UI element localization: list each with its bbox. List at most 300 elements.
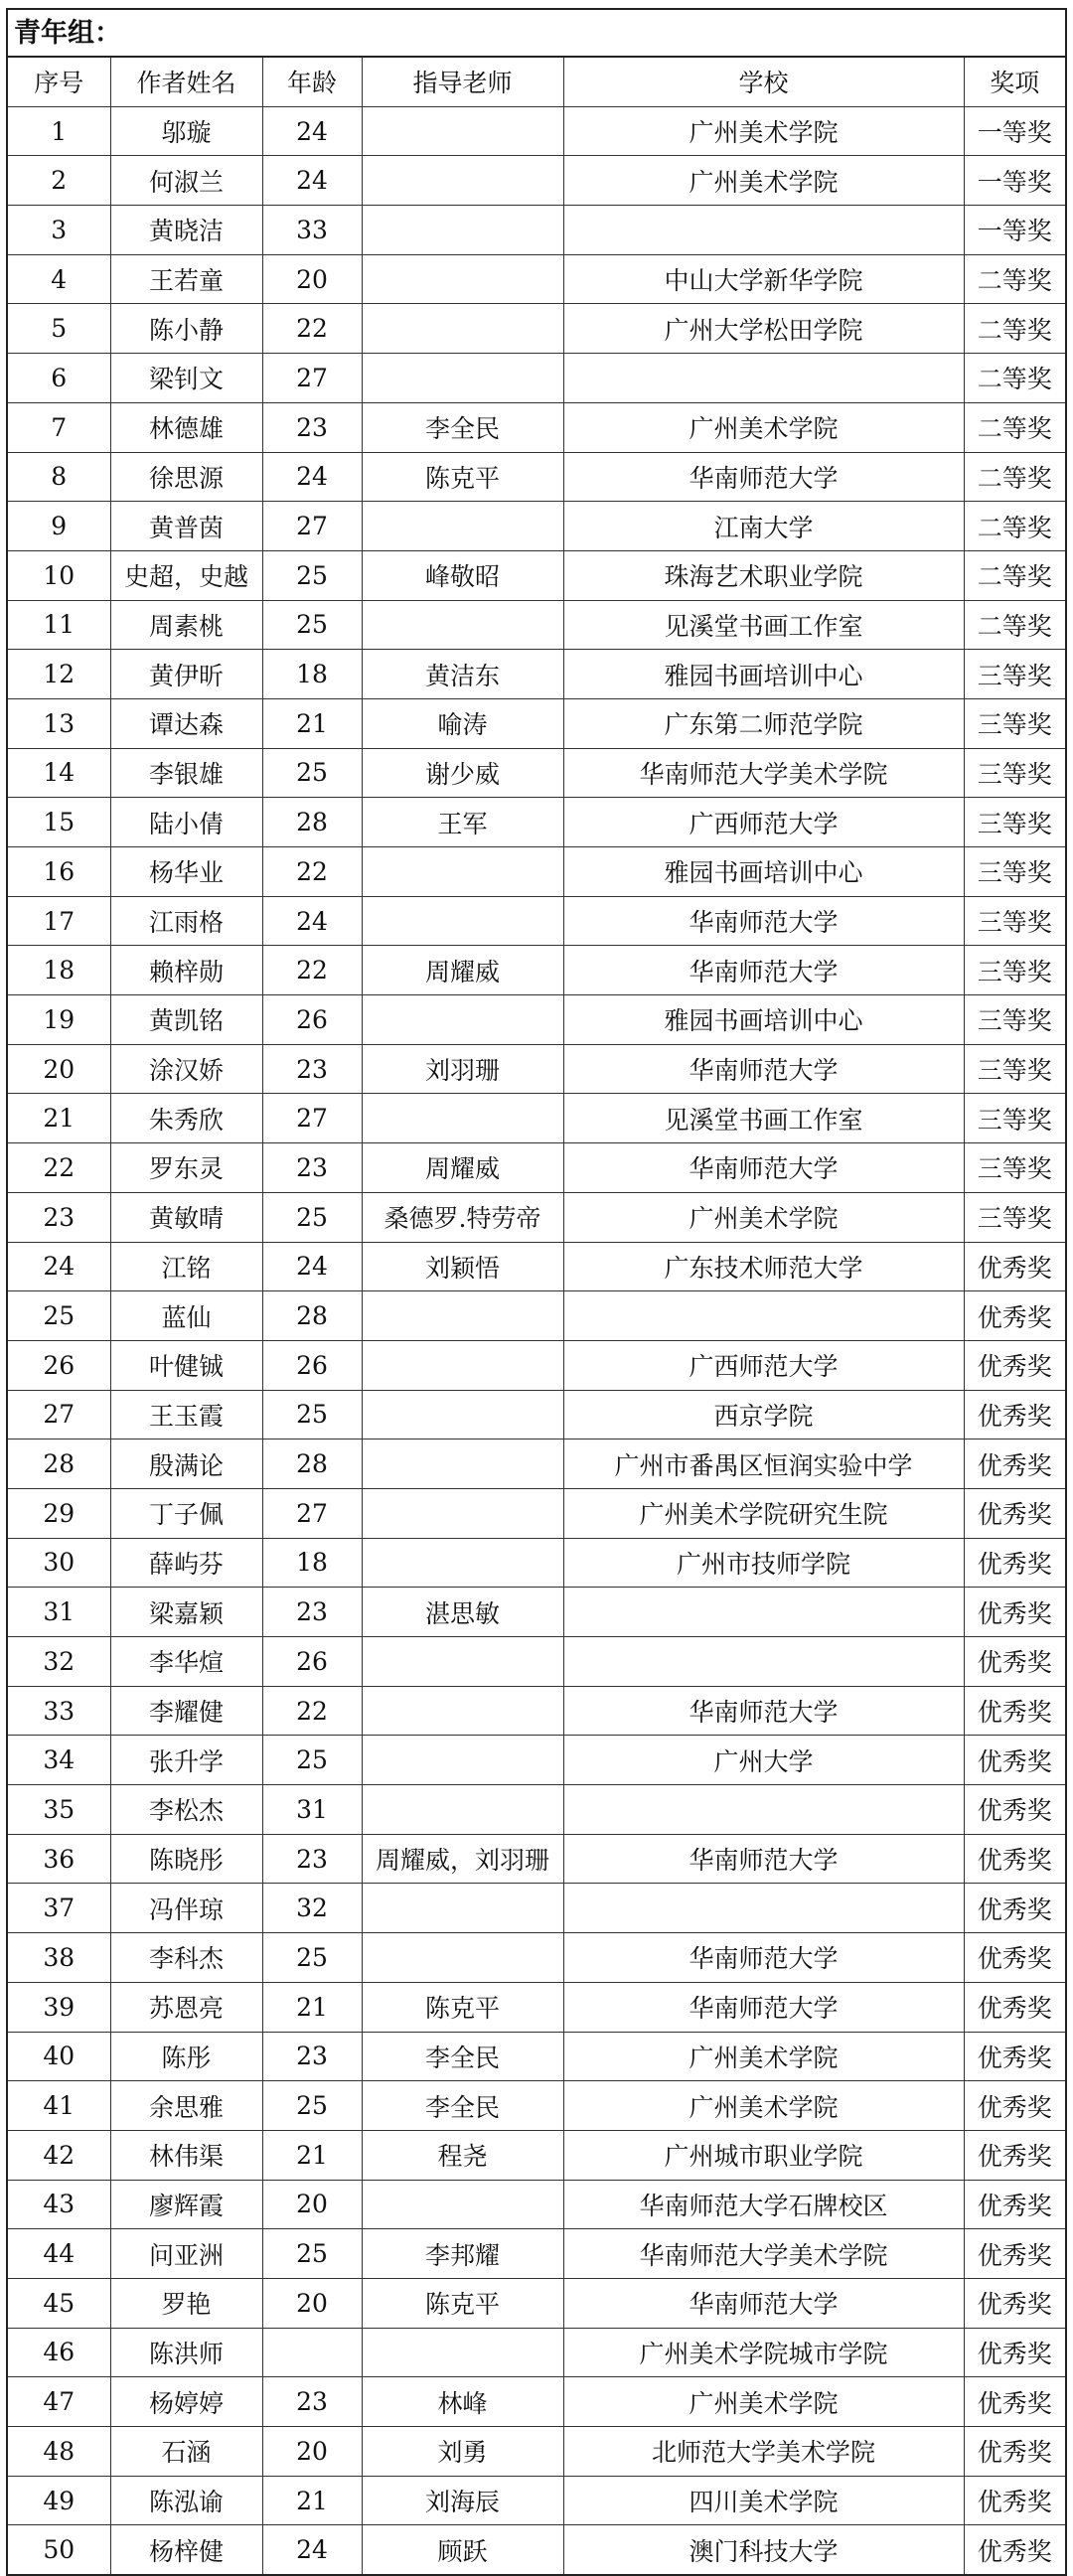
cell-instructor: 李全民 xyxy=(362,402,563,452)
cell-author-name: 江雨格 xyxy=(110,896,262,946)
cell-age: 23 xyxy=(262,2377,362,2427)
cell-school: 广州城市职业学院 xyxy=(563,2130,964,2180)
cell-age: 23 xyxy=(262,1044,362,1094)
cell-instructor xyxy=(362,1736,563,1785)
table-row xyxy=(8,748,1065,798)
cell-author-name: 李耀健 xyxy=(110,1686,262,1736)
cell-award: 二等奖 xyxy=(964,550,1065,600)
cell-index: 36 xyxy=(8,1834,110,1884)
table-row xyxy=(8,1982,1065,2032)
cell-index: 14 xyxy=(8,748,110,798)
cell-index: 20 xyxy=(8,1044,110,1094)
cell-school: 珠海艺术职业学院 xyxy=(563,550,964,600)
cell-index: 44 xyxy=(8,2229,110,2279)
cell-award: 三等奖 xyxy=(964,1044,1065,1094)
cell-age: 25 xyxy=(262,550,362,600)
cell-instructor xyxy=(362,1884,563,1933)
table-row xyxy=(8,847,1065,897)
cell-age: 28 xyxy=(262,1440,362,1489)
cell-index: 27 xyxy=(8,1390,110,1440)
table-row xyxy=(8,1736,1065,1785)
cell-author-name: 杨婷婷 xyxy=(110,2377,262,2427)
cell-instructor: 桑德罗.特劳帝 xyxy=(362,1192,563,1242)
cell-school: 广西师范大学 xyxy=(563,1340,964,1390)
cell-age: 26 xyxy=(262,995,362,1045)
header-school: 学校 xyxy=(563,58,964,106)
cell-award: 三等奖 xyxy=(964,896,1065,946)
cell-instructor xyxy=(362,995,563,1045)
table-row xyxy=(8,1933,1065,1983)
cell-index: 8 xyxy=(8,452,110,502)
cell-index: 1 xyxy=(8,106,110,156)
cell-index: 25 xyxy=(8,1291,110,1341)
table-row xyxy=(8,1588,1065,1637)
cell-instructor: 陈克平 xyxy=(362,1982,563,2032)
cell-index: 16 xyxy=(8,847,110,897)
cell-school: 澳门科技大学 xyxy=(563,2525,964,2574)
cell-index: 40 xyxy=(8,2032,110,2081)
table-row xyxy=(8,2278,1065,2328)
cell-award: 三等奖 xyxy=(964,1192,1065,1242)
cell-instructor: 喻涛 xyxy=(362,698,563,748)
cell-school: 四川美术学院 xyxy=(563,2476,964,2525)
cell-age: 24 xyxy=(262,1242,362,1291)
awards-table xyxy=(8,58,1065,2574)
cell-school: 华南师范大学 xyxy=(563,1982,964,2032)
cell-school: 见溪堂书画工作室 xyxy=(563,1094,964,1143)
table-row xyxy=(8,1094,1065,1143)
cell-instructor xyxy=(362,1686,563,1736)
cell-age: 21 xyxy=(262,1982,362,2032)
cell-school: 华南师范大学石牌校区 xyxy=(563,2180,964,2229)
cell-age: 24 xyxy=(262,896,362,946)
table-body xyxy=(8,106,1065,2574)
table-row xyxy=(8,1884,1065,1933)
cell-school: 华南师范大学 xyxy=(563,1044,964,1094)
cell-index: 5 xyxy=(8,304,110,354)
table-row xyxy=(8,698,1065,748)
table-row xyxy=(8,1340,1065,1390)
cell-index: 45 xyxy=(8,2278,110,2328)
table-row xyxy=(8,896,1065,946)
cell-instructor: 刘海辰 xyxy=(362,2476,563,2525)
cell-author-name: 陈小静 xyxy=(110,304,262,354)
cell-age: 25 xyxy=(262,2081,362,2131)
cell-award: 优秀奖 xyxy=(964,2180,1065,2229)
cell-age: 24 xyxy=(262,2525,362,2574)
cell-index: 37 xyxy=(8,1884,110,1933)
cell-author-name: 林德雄 xyxy=(110,402,262,452)
table-row xyxy=(8,550,1065,600)
cell-index: 41 xyxy=(8,2081,110,2131)
cell-school: 广州市技师学院 xyxy=(563,1538,964,1588)
cell-instructor: 李邦耀 xyxy=(362,2229,563,2279)
cell-author-name: 薛屿芬 xyxy=(110,1538,262,1588)
cell-award: 优秀奖 xyxy=(964,1834,1065,1884)
cell-index: 24 xyxy=(8,1242,110,1291)
cell-award: 优秀奖 xyxy=(964,1736,1065,1785)
cell-instructor: 刘颖悟 xyxy=(362,1242,563,1291)
cell-instructor xyxy=(362,600,563,650)
cell-instructor: 谢少威 xyxy=(362,748,563,798)
cell-school: 广州美术学院 xyxy=(563,2377,964,2427)
cell-author-name: 冯伴琼 xyxy=(110,1884,262,1933)
cell-school: 雅园书画培训中心 xyxy=(563,995,964,1045)
cell-school: 北师范大学美术学院 xyxy=(563,2427,964,2477)
cell-author-name: 谭达森 xyxy=(110,698,262,748)
cell-school: 广东第二师范学院 xyxy=(563,698,964,748)
table-row xyxy=(8,106,1065,156)
cell-index: 34 xyxy=(8,1736,110,1785)
cell-author-name: 王若童 xyxy=(110,254,262,304)
cell-instructor xyxy=(362,2328,563,2377)
cell-instructor: 周耀威 xyxy=(362,946,563,995)
cell-author-name: 陈洪师 xyxy=(110,2328,262,2377)
cell-school: 西京学院 xyxy=(563,1390,964,1440)
cell-age: 22 xyxy=(262,1686,362,1736)
cell-index: 46 xyxy=(8,2328,110,2377)
cell-instructor xyxy=(362,1094,563,1143)
cell-school: 江南大学 xyxy=(563,502,964,551)
cell-school: 广东技术师范大学 xyxy=(563,1242,964,1291)
cell-instructor xyxy=(362,1488,563,1538)
table-row xyxy=(8,1291,1065,1341)
table-row xyxy=(8,2476,1065,2525)
header-author-name: 作者姓名 xyxy=(110,58,262,106)
cell-author-name: 杨梓健 xyxy=(110,2525,262,2574)
cell-author-name: 陈晓彤 xyxy=(110,1834,262,1884)
cell-instructor xyxy=(362,1933,563,1983)
cell-award: 优秀奖 xyxy=(964,2130,1065,2180)
cell-age: 32 xyxy=(262,1884,362,1933)
table-row xyxy=(8,354,1065,403)
table-row xyxy=(8,206,1065,255)
cell-index: 35 xyxy=(8,1785,110,1835)
cell-instructor: 湛思敏 xyxy=(362,1588,563,1637)
table-row xyxy=(8,1686,1065,1736)
cell-index: 33 xyxy=(8,1686,110,1736)
cell-award: 优秀奖 xyxy=(964,1785,1065,1835)
cell-award: 一等奖 xyxy=(964,156,1065,206)
cell-award: 优秀奖 xyxy=(964,1340,1065,1390)
cell-school: 雅园书画培训中心 xyxy=(563,650,964,699)
cell-author-name: 廖辉霞 xyxy=(110,2180,262,2229)
cell-instructor: 陈克平 xyxy=(362,2278,563,2328)
cell-school xyxy=(563,206,964,255)
cell-author-name: 李科杰 xyxy=(110,1933,262,1983)
cell-award: 优秀奖 xyxy=(964,1686,1065,1736)
cell-age: 20 xyxy=(262,2278,362,2328)
table-row xyxy=(8,2081,1065,2131)
cell-award: 二等奖 xyxy=(964,354,1065,403)
cell-author-name: 涂汉娇 xyxy=(110,1044,262,1094)
cell-age: 24 xyxy=(262,452,362,502)
cell-index: 15 xyxy=(8,798,110,847)
table-row xyxy=(8,2328,1065,2377)
cell-school xyxy=(563,1884,964,1933)
cell-award: 三等奖 xyxy=(964,798,1065,847)
cell-author-name: 黄敏晴 xyxy=(110,1192,262,1242)
cell-award: 优秀奖 xyxy=(964,1933,1065,1983)
cell-age: 33 xyxy=(262,206,362,255)
cell-age: 20 xyxy=(262,2180,362,2229)
cell-age: 21 xyxy=(262,2476,362,2525)
cell-instructor xyxy=(362,1637,563,1687)
cell-instructor xyxy=(362,106,563,156)
cell-school: 广州市番禺区恒润实验中学 xyxy=(563,1440,964,1489)
cell-age: 25 xyxy=(262,1390,362,1440)
cell-instructor: 峰敬昭 xyxy=(362,550,563,600)
cell-instructor xyxy=(362,896,563,946)
cell-age: 23 xyxy=(262,1143,362,1193)
cell-award: 一等奖 xyxy=(964,206,1065,255)
cell-award: 优秀奖 xyxy=(964,2427,1065,2477)
cell-age: 24 xyxy=(262,106,362,156)
table-row xyxy=(8,2180,1065,2229)
cell-index: 42 xyxy=(8,2130,110,2180)
cell-instructor xyxy=(362,847,563,897)
cell-age: 25 xyxy=(262,1736,362,1785)
cell-award: 三等奖 xyxy=(964,650,1065,699)
cell-index: 38 xyxy=(8,1933,110,1983)
cell-author-name: 周素桃 xyxy=(110,600,262,650)
header-age: 年龄 xyxy=(262,58,362,106)
cell-school: 华南师范大学 xyxy=(563,1933,964,1983)
cell-index: 10 xyxy=(8,550,110,600)
cell-instructor xyxy=(362,1291,563,1341)
cell-author-name: 黄晓洁 xyxy=(110,206,262,255)
cell-instructor: 周耀威 xyxy=(362,1143,563,1193)
cell-award: 二等奖 xyxy=(964,402,1065,452)
cell-school xyxy=(563,1588,964,1637)
table-row xyxy=(8,995,1065,1045)
cell-index: 18 xyxy=(8,946,110,995)
cell-award: 优秀奖 xyxy=(964,1390,1065,1440)
cell-school xyxy=(563,1785,964,1835)
cell-index: 12 xyxy=(8,650,110,699)
cell-school: 广州美术学院 xyxy=(563,2032,964,2081)
cell-author-name: 江铭 xyxy=(110,1242,262,1291)
cell-school: 广州美术学院 xyxy=(563,106,964,156)
cell-award: 二等奖 xyxy=(964,600,1065,650)
cell-award: 二等奖 xyxy=(964,304,1065,354)
cell-age: 24 xyxy=(262,156,362,206)
cell-author-name: 苏恩亮 xyxy=(110,1982,262,2032)
cell-instructor: 刘羽珊 xyxy=(362,1044,563,1094)
cell-author-name: 张升学 xyxy=(110,1736,262,1785)
cell-author-name: 石涵 xyxy=(110,2427,262,2477)
cell-instructor: 刘勇 xyxy=(362,2427,563,2477)
cell-index: 26 xyxy=(8,1340,110,1390)
cell-instructor: 林峰 xyxy=(362,2377,563,2427)
cell-age: 20 xyxy=(262,254,362,304)
cell-school: 华南师范大学 xyxy=(563,1834,964,1884)
cell-index: 6 xyxy=(8,354,110,403)
cell-award: 三等奖 xyxy=(964,847,1065,897)
table-row xyxy=(8,1390,1065,1440)
cell-index: 2 xyxy=(8,156,110,206)
cell-instructor: 程尧 xyxy=(362,2130,563,2180)
cell-school: 华南师范大学 xyxy=(563,2278,964,2328)
cell-age: 23 xyxy=(262,2032,362,2081)
table-row xyxy=(8,156,1065,206)
table-row xyxy=(8,1143,1065,1193)
cell-age: 27 xyxy=(262,502,362,551)
cell-instructor xyxy=(362,1340,563,1390)
cell-award: 优秀奖 xyxy=(964,1242,1065,1291)
cell-author-name: 问亚洲 xyxy=(110,2229,262,2279)
header-index: 序号 xyxy=(8,58,110,106)
cell-school: 广州美术学院 xyxy=(563,156,964,206)
cell-author-name: 邬璇 xyxy=(110,106,262,156)
table-row xyxy=(8,452,1065,502)
cell-award: 三等奖 xyxy=(964,698,1065,748)
cell-instructor xyxy=(362,254,563,304)
cell-instructor xyxy=(362,1538,563,1588)
cell-age: 26 xyxy=(262,1637,362,1687)
cell-age: 23 xyxy=(262,1588,362,1637)
cell-index: 19 xyxy=(8,995,110,1045)
results-sheet xyxy=(6,8,1067,2576)
table-row xyxy=(8,2032,1065,2081)
cell-award: 优秀奖 xyxy=(964,1488,1065,1538)
cell-author-name: 蓝仙 xyxy=(110,1291,262,1341)
cell-award: 二等奖 xyxy=(964,452,1065,502)
cell-author-name: 何淑兰 xyxy=(110,156,262,206)
cell-award: 优秀奖 xyxy=(964,1588,1065,1637)
cell-award: 三等奖 xyxy=(964,946,1065,995)
cell-age: 28 xyxy=(262,798,362,847)
cell-age: 27 xyxy=(262,1094,362,1143)
cell-author-name: 林伟渠 xyxy=(110,2130,262,2180)
cell-age: 28 xyxy=(262,1291,362,1341)
cell-index: 50 xyxy=(8,2525,110,2574)
cell-author-name: 赖梓勋 xyxy=(110,946,262,995)
cell-school: 华南师范大学 xyxy=(563,1143,964,1193)
cell-index: 23 xyxy=(8,1192,110,1242)
cell-school: 华南师范大学 xyxy=(563,896,964,946)
cell-school: 广州大学松田学院 xyxy=(563,304,964,354)
table-row xyxy=(8,502,1065,551)
cell-age: 23 xyxy=(262,1834,362,1884)
cell-school: 中山大学新华学院 xyxy=(563,254,964,304)
cell-age: 25 xyxy=(262,600,362,650)
cell-index: 11 xyxy=(8,600,110,650)
cell-index: 31 xyxy=(8,1588,110,1637)
cell-instructor: 陈克平 xyxy=(362,452,563,502)
cell-school: 华南师范大学美术学院 xyxy=(563,2229,964,2279)
table-row xyxy=(8,254,1065,304)
cell-award: 优秀奖 xyxy=(964,2032,1065,2081)
cell-award: 三等奖 xyxy=(964,1143,1065,1193)
table-row xyxy=(8,1242,1065,1291)
table-row xyxy=(8,946,1065,995)
cell-age: 21 xyxy=(262,2130,362,2180)
table-row xyxy=(8,798,1065,847)
header-award: 奖项 xyxy=(964,58,1065,106)
cell-age: 26 xyxy=(262,1340,362,1390)
cell-index: 21 xyxy=(8,1094,110,1143)
cell-index: 47 xyxy=(8,2377,110,2427)
cell-author-name: 梁嘉颖 xyxy=(110,1588,262,1637)
cell-author-name: 王玉霞 xyxy=(110,1390,262,1440)
table-row xyxy=(8,1488,1065,1538)
cell-age: 18 xyxy=(262,1538,362,1588)
table-row xyxy=(8,1440,1065,1489)
cell-index: 30 xyxy=(8,1538,110,1588)
cell-instructor xyxy=(362,156,563,206)
cell-award: 优秀奖 xyxy=(964,2377,1065,2427)
cell-index: 43 xyxy=(8,2180,110,2229)
cell-instructor xyxy=(362,304,563,354)
header-row xyxy=(8,58,1065,106)
cell-award: 优秀奖 xyxy=(964,1440,1065,1489)
table-row xyxy=(8,2377,1065,2427)
cell-award: 三等奖 xyxy=(964,1094,1065,1143)
table-row xyxy=(8,650,1065,699)
cell-school: 雅园书画培训中心 xyxy=(563,847,964,897)
cell-instructor xyxy=(362,354,563,403)
cell-index: 48 xyxy=(8,2427,110,2477)
cell-index: 17 xyxy=(8,896,110,946)
cell-author-name: 丁子佩 xyxy=(110,1488,262,1538)
cell-age: 25 xyxy=(262,1933,362,1983)
table-row xyxy=(8,1785,1065,1835)
cell-school: 华南师范大学美术学院 xyxy=(563,748,964,798)
cell-award: 优秀奖 xyxy=(964,2278,1065,2328)
cell-index: 39 xyxy=(8,1982,110,2032)
cell-award: 优秀奖 xyxy=(964,2229,1065,2279)
cell-author-name: 李银雄 xyxy=(110,748,262,798)
cell-instructor: 王军 xyxy=(362,798,563,847)
cell-author-name: 黄普茵 xyxy=(110,502,262,551)
cell-author-name: 梁钊文 xyxy=(110,354,262,403)
cell-index: 32 xyxy=(8,1637,110,1687)
table-row xyxy=(8,2229,1065,2279)
cell-award: 优秀奖 xyxy=(964,1884,1065,1933)
cell-instructor xyxy=(362,206,563,255)
cell-index: 29 xyxy=(8,1488,110,1538)
cell-index: 9 xyxy=(8,502,110,551)
cell-age: 18 xyxy=(262,650,362,699)
cell-award: 优秀奖 xyxy=(964,1291,1065,1341)
cell-school: 见溪堂书画工作室 xyxy=(563,600,964,650)
cell-instructor: 周耀威，刘羽珊 xyxy=(362,1834,563,1884)
cell-award: 优秀奖 xyxy=(964,2081,1065,2131)
table-row xyxy=(8,2130,1065,2180)
group-title: 青年组： xyxy=(8,10,1065,58)
cell-author-name: 黄凯铭 xyxy=(110,995,262,1045)
cell-school: 广州美术学院研究生院 xyxy=(563,1488,964,1538)
cell-school: 华南师范大学 xyxy=(563,1686,964,1736)
cell-school xyxy=(563,354,964,403)
cell-age: 25 xyxy=(262,2229,362,2279)
cell-index: 28 xyxy=(8,1440,110,1489)
cell-age: 20 xyxy=(262,2427,362,2477)
cell-award: 优秀奖 xyxy=(964,2476,1065,2525)
table-row xyxy=(8,1538,1065,1588)
cell-award: 优秀奖 xyxy=(964,2525,1065,2574)
table-row xyxy=(8,304,1065,354)
cell-author-name: 杨华业 xyxy=(110,847,262,897)
cell-index: 49 xyxy=(8,2476,110,2525)
cell-author-name: 李华煊 xyxy=(110,1637,262,1687)
cell-school xyxy=(563,1291,964,1341)
cell-award: 三等奖 xyxy=(964,995,1065,1045)
table-row xyxy=(8,1834,1065,1884)
cell-age: 22 xyxy=(262,946,362,995)
cell-author-name: 陈彤 xyxy=(110,2032,262,2081)
